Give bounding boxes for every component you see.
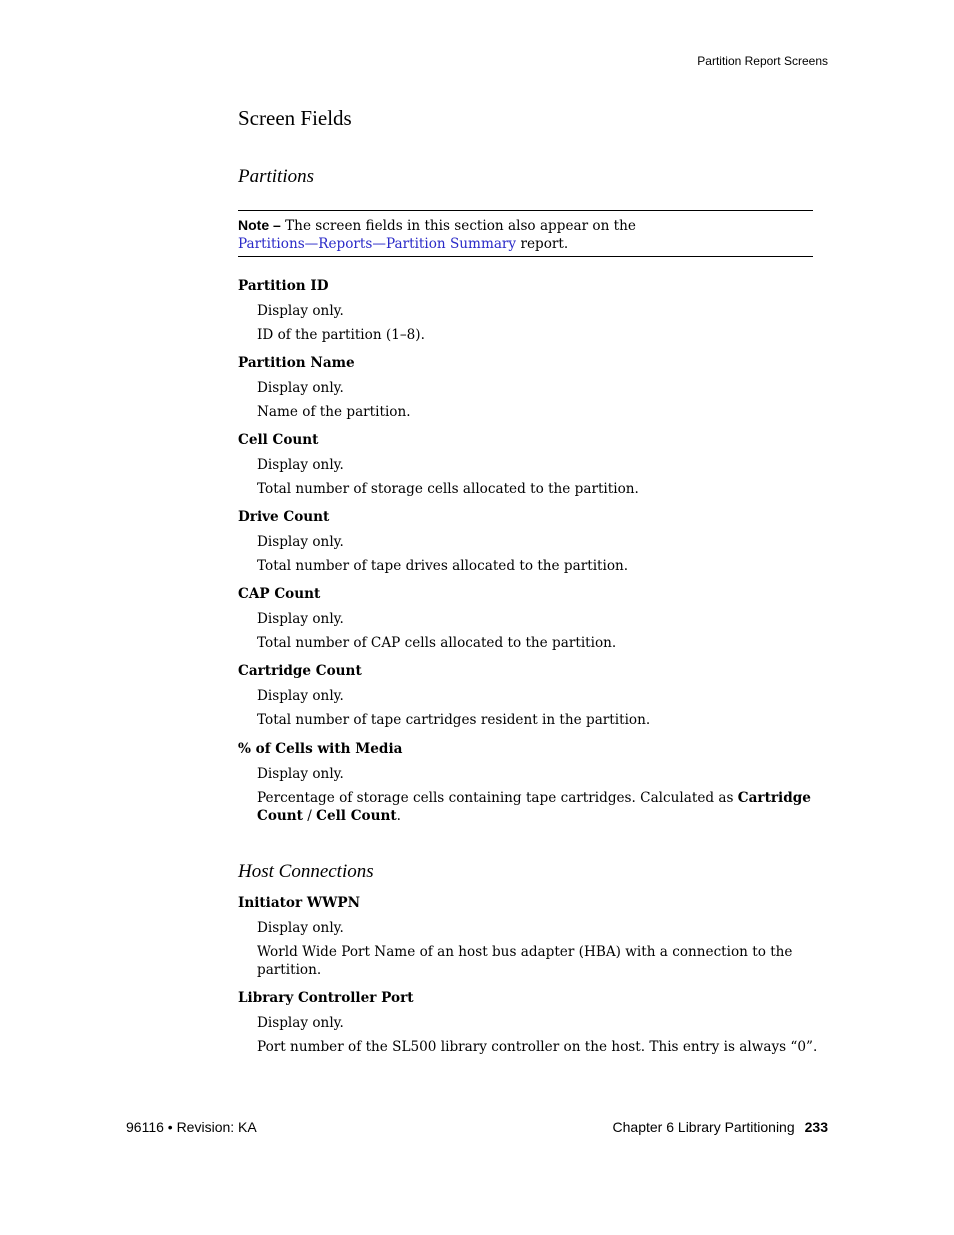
field-display-only: Display only. bbox=[257, 688, 344, 704]
calc-cartridge-count: Cartridge Count bbox=[257, 790, 811, 824]
field-name: Drive Count bbox=[238, 509, 330, 525]
note-text-end: report. bbox=[516, 236, 569, 252]
note-box bbox=[238, 210, 813, 257]
field-description: Total number of tape drives allocated to the partition. bbox=[257, 558, 629, 574]
field-description: World Wide Port Name of an host bus adapter (HBA) with a connection to the partition. bbox=[257, 944, 793, 978]
running-header: Partition Report Screens bbox=[697, 54, 828, 68]
field-initiator-wwpn bbox=[238, 895, 828, 979]
partition-summary-link[interactable]: Partitions—Reports—Partition Summary bbox=[238, 236, 517, 252]
field-display-only: Display only. bbox=[257, 611, 344, 627]
field-name: CAP Count bbox=[238, 586, 321, 602]
field-cap-count bbox=[238, 586, 828, 652]
field-percent-cells-with-media bbox=[238, 741, 828, 825]
field-description bbox=[257, 789, 828, 825]
field-cell-count bbox=[238, 432, 828, 498]
field-display-only: Display only. bbox=[257, 920, 344, 936]
field-partition-name bbox=[238, 355, 828, 421]
note-text: The screen fields in this section also appear on the bbox=[280, 218, 636, 234]
calc-end: . bbox=[396, 808, 401, 824]
field-name: Library Controller Port bbox=[238, 990, 414, 1006]
field-description: Port number of the SL500 library controller on the host. This entry is always “0”. bbox=[257, 1039, 818, 1055]
footer-doc-id: 96116 • Revision: KA bbox=[126, 1119, 257, 1135]
field-drive-count bbox=[238, 509, 828, 575]
calc-cell-count: Cell Count bbox=[316, 808, 397, 824]
field-display-only: Display only. bbox=[257, 380, 344, 396]
field-display-only: Display only. bbox=[257, 303, 344, 319]
field-name: Partition ID bbox=[238, 278, 329, 294]
footer-chapter-title: Chapter 6 Library Partitioning bbox=[612, 1119, 795, 1135]
field-display-only: Display only. bbox=[257, 534, 344, 550]
field-display-only: Display only. bbox=[257, 766, 344, 782]
field-cartridge-count bbox=[238, 663, 828, 729]
footer-chapter bbox=[613, 1118, 828, 1136]
note-label: Note – bbox=[238, 217, 281, 233]
calc-text: Percentage of storage cells containing tape cartridges. Calculated as bbox=[257, 790, 738, 806]
page-number: 233 bbox=[804, 1119, 828, 1135]
section-title: Screen Fields bbox=[238, 106, 352, 130]
field-display-only: Display only. bbox=[257, 457, 344, 473]
field-description: Total number of CAP cells allocated to the partition. bbox=[257, 635, 617, 651]
field-display-only: Display only. bbox=[257, 1015, 344, 1031]
field-name: Partition Name bbox=[238, 355, 355, 371]
field-name: Initiator WWPN bbox=[238, 895, 361, 911]
field-description: Name of the partition. bbox=[257, 404, 411, 420]
field-library-controller-port bbox=[238, 990, 828, 1056]
field-description: Total number of storage cells allocated to the partition. bbox=[257, 481, 639, 497]
field-description: ID of the partition (1–8). bbox=[257, 327, 425, 343]
field-name: % of Cells with Media bbox=[238, 741, 403, 757]
calc-separator: / bbox=[302, 808, 317, 824]
field-name: Cell Count bbox=[238, 432, 319, 448]
field-partition-id bbox=[238, 278, 828, 344]
field-name: Cartridge Count bbox=[238, 663, 362, 679]
host-connections-subtitle: Host Connections bbox=[238, 861, 374, 882]
partitions-subtitle: Partitions bbox=[238, 166, 315, 187]
field-description: Total number of tape cartridges resident in the partition. bbox=[257, 712, 651, 728]
